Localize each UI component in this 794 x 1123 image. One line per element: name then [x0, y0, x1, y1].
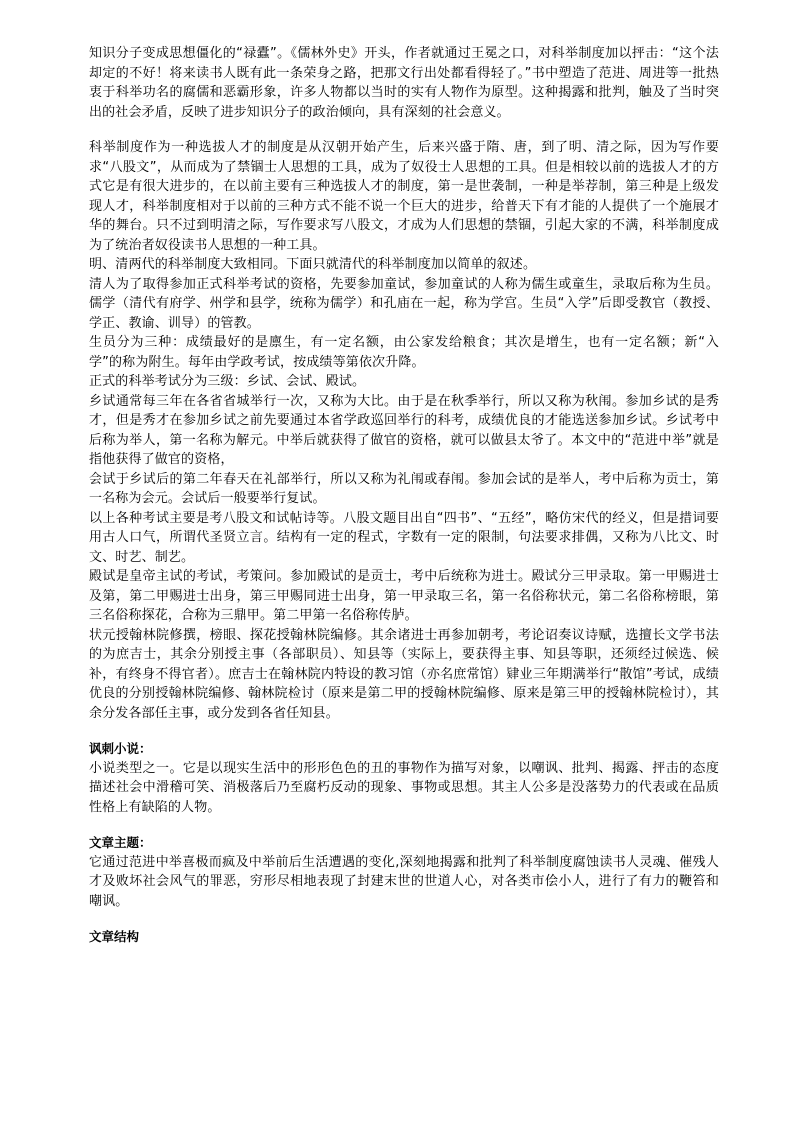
- structure-heading: 文章结构: [89, 929, 140, 944]
- keju-paragraph-1: 科举制度作为一种选拔人才的制度是从汉朝开始产生，后来兴盛于隋、唐，到了明、清之际，因为写作要求“八股文”，从而成为了禁锢士人思想的工具，成为了奴役士人思想的工具。但是相较以前的选拔人才的方式它是有很大进步的，在以前主要有三种选拔人才的制度，第一是世袭制，一种是举荐制，第三种是上级发现人才，科举制度相对于以前的三种方式不能不说一个巨大的进步，给普天下有才能的人提供了一个施展才华的舞台。只不过到明清之际，写作要求写八股文，才成为人们思想的禁锢，引起大家的不满，科举制度成为了统治者奴役读书人思想的一种工具。: [89, 140, 719, 253]
- keju-paragraph-4: 生员分为三种：成绩最好的是廪生，有一定名额，由公家发给粮食；其次是增生，也有一定名额；新“入学”的称为附生。每年由学政考试，按成绩等第依次升降。: [89, 335, 719, 370]
- keju-paragraph-7: 会试于乡试后的第二年春天在礼部举行，所以又称为礼闱或春闱。参加会试的是举人，考中后称为贡士，第一名称为会元。会试后一般要举行复试。: [89, 471, 719, 506]
- keju-paragraph-5: 正式的科举考试分为三级：乡试、会试、殿试。: [89, 374, 366, 389]
- keju-paragraph-9: 殿试是皇帝主试的考试，考策问。参加殿试的是贡士，考中后统称为进士。殿试分三甲录取。第一甲赐进士及第，第二甲赐进士出身，第三甲赐同进士出身，第一甲录取三名，第一名俗称状元，第二名俗称榜眼，第三名俗称探花，合称为三鼎甲。第二甲第一名俗称传胪。: [89, 569, 719, 623]
- theme-heading: 文章主题：: [89, 835, 152, 850]
- satire-heading: 讽刺小说：: [89, 741, 152, 756]
- keju-paragraph-6: 乡试通常每三年在各省省城举行一次，又称为大比。由于是在秋季举行，所以又称为秋闱。参加乡试的是秀才，但是秀才在参加乡试之前先要通过本省学政巡回举行的科考，成绩优良的才能选送参加乡试。乡试考中后称为举人，第一名称为解元。中举后就获得了做官的资格，就可以做县太爷了。本文中的“范进中举”就是指他获得了做官的资格，: [89, 393, 719, 467]
- keju-paragraph-10: 状元授翰林院修撰，榜眼、探花授翰林院编修。其余诸进士再参加朝考，考论诏奏议诗赋，选擅长文学书法的为庶吉士，其余分别授主事（各部职员）、知县等（实际上，要获得主事、知县等职，还须经过候选、候补，有终身不得官者）。庶吉士在翰林院内特设的教习馆（亦名庶常馆）肄业三年期满举行“散馆”考试，成绩优良的分别授翰林院编修、翰林院检讨（原来是第二甲的授翰林院编修、原来是第三甲的授翰林院检讨），其余分发各部任主事，或分发到各省任知县。: [89, 627, 719, 721]
- keju-paragraph-2: 明、清两代的科举制度大致相同。下面只就清代的科举制度加以简单的叙述。: [89, 257, 537, 272]
- spacer: [89, 817, 719, 833]
- intro-paragraph: 知识分子变成思想僵化的“禄蠹”。《儒林外史》开头，作者就通过王冕之口，对科举制度加以抨击：“这个法却定的不好！将来读书人既有此一条荣身之路，把那文行出处都看得轻了。”书中塑造了范进、周进等一批热衷于科举功名的腐儒和恶霸形象，许多人物都以当时的实有人物作为原型。这种揭露和批判，触及了当时突出的社会矛盾，反映了进步知识分子的政治倾向，具有深刻的社会意义。: [89, 46, 719, 120]
- keju-paragraph-8: 以上各种考试主要是考八股文和试帖诗等。八股文题目出自“四书”、“五经”，略仿宋代的经义，但是措词要用古人口气，所谓代圣贤立言。结构有一定的程式，字数有一定的限制，句法要求排偶，又称为八比文、时文、时艺、制艺。: [89, 510, 719, 565]
- spacer: [89, 723, 719, 739]
- keju-paragraph-3: 清人为了取得参加正式科举考试的资格，先要参加童试，参加童试的人称为儒生或童生，录取后称为生员。儒学（清代有府学、州学和县学，统称为儒学）和孔庙在一起，称为学宫。生员“入学”后即受教官（教授、学正、教谕、训导）的管教。: [89, 276, 719, 331]
- theme-body: 它通过范进中举喜极而疯及中举前后生活遭遇的变化,深刻地揭露和批判了科举制度腐蚀读书人灵魂、催残人才及败坏社会风气的罪恶，穷形尽相地表现了封建末世的世道人心，对各类市侩小人，进行了有力的鞭笞和嘲讽。: [89, 854, 719, 909]
- spacer: [89, 911, 719, 927]
- document-page: [89, 44, 719, 947]
- spacer: [89, 122, 719, 138]
- satire-body: 小说类型之一。它是以现实生活中的形形色色的丑的事物作为描写对象，以嘲讽、批判、揭露、抨击的态度描述社会中滑稽可笑、消极落后乃至腐朽反动的现象、事物或思想。其主人公多是没落势力的代表或在品质性格上有缺陷的人物。: [89, 760, 719, 815]
